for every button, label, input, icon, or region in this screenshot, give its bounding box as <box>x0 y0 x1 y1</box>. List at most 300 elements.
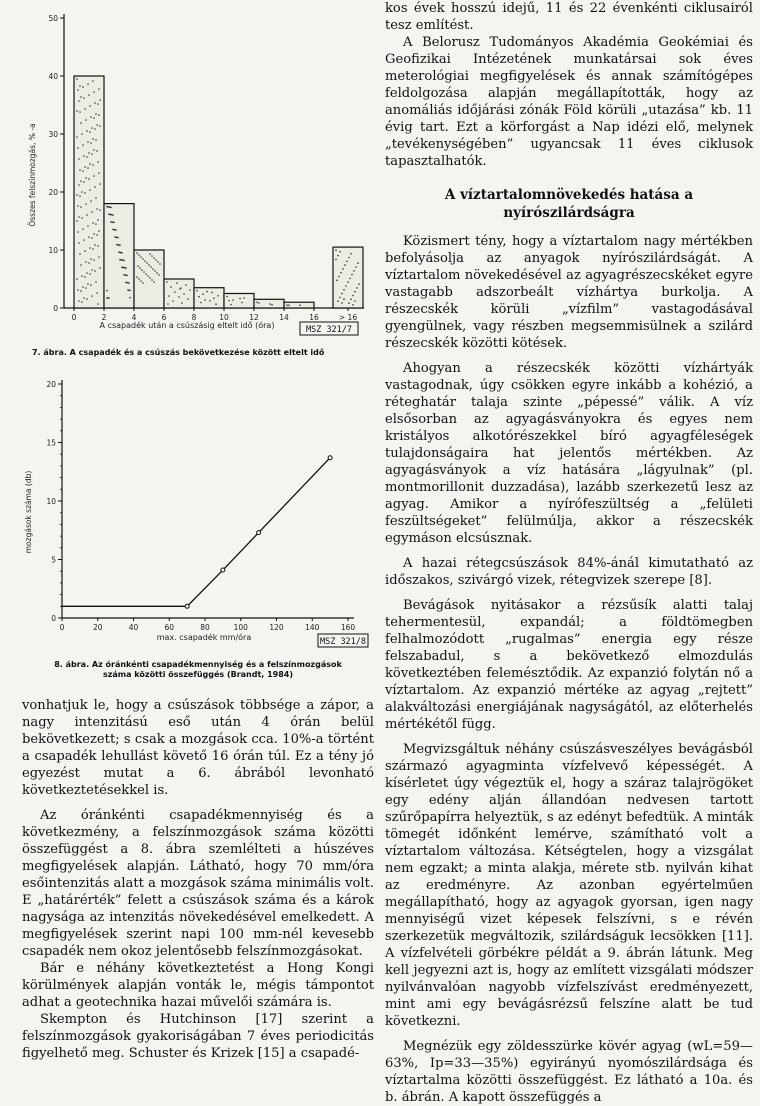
figure-7-bar-stipple <box>99 99 101 101</box>
left-paragraph: Bár e néhány következtetést a Hong Kongi körülmények alapján vonták le, mégis támpontot adhat a geotechnika hazai művelői számára is. <box>22 961 374 1010</box>
figure-7-bar-stipple <box>90 200 92 202</box>
figure-7-bar-stipple <box>349 278 351 280</box>
figure-8-data-point <box>257 531 261 535</box>
figure-7-bar-stipple <box>95 197 97 199</box>
figure-7-bar-stipple <box>153 281 155 283</box>
figure-7-bar-stipple <box>256 302 258 304</box>
figure-7-bar-stipple <box>85 203 87 205</box>
figure-7-bar-stipple <box>97 219 99 221</box>
figure-7-bar-stipple <box>95 223 97 225</box>
figure-7-bar-stipple <box>99 183 101 185</box>
figure-8-y-tick-label: 20 <box>46 380 56 389</box>
figure-7-bar-stipple <box>99 267 101 269</box>
figure-7-bar-stipple <box>80 290 82 292</box>
figure-7-bar-stipple <box>170 286 172 288</box>
figure-7-bar-stipple <box>345 285 347 287</box>
figure-7-bar-stipple <box>84 166 86 168</box>
figure-7-bar-stipple <box>81 191 83 193</box>
figure-7-bar-stipple <box>89 163 91 165</box>
figure-7-bar-stipple <box>83 297 85 299</box>
figure-7-bar-stipple <box>129 290 131 292</box>
figure-7-bar-stipple <box>152 268 154 270</box>
figure-7-bar-stipple <box>176 282 178 284</box>
figure-7-bar-stipple <box>86 272 88 274</box>
figure-7-bar-stipple <box>89 131 91 133</box>
figure-7-bar-stipple <box>338 276 340 278</box>
figure-7-bar-stipple <box>95 139 97 141</box>
figure-7-bar-stipple <box>78 158 80 160</box>
figure-7-bar-stipple <box>89 247 91 249</box>
section-heading: A víztartalomnövekedés hatása a nyírószilárdságra <box>444 187 694 221</box>
figure-7-bar-stipple <box>91 237 93 239</box>
figure-7-bar-stipple <box>79 85 81 87</box>
figure-7-bar-stipple <box>98 256 100 258</box>
figure-8-chart <box>22 372 374 657</box>
figure-7-bar <box>284 302 314 308</box>
figure-7-bar-stipple <box>202 293 204 295</box>
figure-7-bar-stipple <box>358 283 360 285</box>
figure-7-bar-stipple <box>243 297 245 299</box>
figure-7-bar-stipple <box>357 262 359 264</box>
figure-8-y-tick-label: 0 <box>51 614 56 623</box>
figure-8-x-tick-label: 80 <box>200 623 210 632</box>
figure-8-series-line <box>62 458 330 607</box>
figure-7-bar-stipple <box>241 302 243 304</box>
figure-7-bar-stipple <box>341 302 343 304</box>
figure-7-bar-stipple <box>348 257 350 259</box>
figure-7-bar-stipple <box>96 234 98 236</box>
right-top-text <box>385 0 753 170</box>
figure-7-bar-stipple <box>168 295 170 297</box>
figure-7-bar-stipple <box>142 258 144 260</box>
figure-7-bar-stipple <box>76 194 78 196</box>
figure-7-bar-stipple <box>97 303 99 305</box>
figure-8-x-tick-label: 140 <box>305 623 320 632</box>
figure-7-bar-stipple <box>350 253 352 255</box>
figure-8-x-tick-label: 0 <box>59 623 65 632</box>
figure-7-bar-stipple <box>87 83 89 85</box>
right-paragraph: Közismert tény, hogy a víztartalom nagy mértékben befolyásolja az anyagok nyírószilárdságát. A víztartalom növekedésével az agyagrészecskéket egyre vastagabb adszorbeált vízhártya burkolja. A részecskék körüli „vízfilm” vastagodásával gyengülnek, vagy részben megsemmisülnek a szilárd részecskék közötti kötések. <box>385 234 753 351</box>
figure-7-bar-stipple <box>79 111 81 113</box>
figure-7-bar-rect <box>333 247 363 308</box>
figure-7-bar-stipple <box>97 103 99 105</box>
figure-7-bar-stipple <box>174 291 176 293</box>
figure-7-x-tick-label: 0 <box>71 313 77 322</box>
figure-7-bar-stipple <box>89 273 91 275</box>
figure-7-bar <box>333 247 363 308</box>
figure-7-bar-stipple <box>96 124 98 126</box>
figure-8-x-tick-label: 20 <box>92 623 103 632</box>
figure-7-bar-stipple <box>299 304 301 306</box>
figure-8-x-tick-label: 160 <box>340 623 356 632</box>
figure-7-bar-stipple <box>146 262 148 264</box>
figure-7-bar-rect <box>74 76 104 308</box>
figure-8-ylabel: mozgások száma (db) <box>24 470 33 554</box>
figure-7-bar-stipple <box>80 180 82 182</box>
figure-7-bar-stipple <box>94 102 96 104</box>
figure-7-bar-rect <box>254 299 284 308</box>
figure-7-bar-stipple <box>83 181 85 183</box>
figure-7-bar-stipple <box>126 275 128 277</box>
figure-7-x-tick-label: 8 <box>191 313 197 322</box>
figure-7-bar-stipple <box>211 292 213 294</box>
figure-7-bar-stipple <box>206 291 208 293</box>
figure-7-y-tick-label: 10 <box>48 246 58 255</box>
figure-7-bar-stipple <box>90 258 92 260</box>
figure-7-bar-stipple <box>80 96 82 98</box>
figure-7-y-tick-label: 50 <box>48 14 58 23</box>
figure-7-bar-stipple <box>79 195 81 197</box>
figure-7-bar-stipple <box>352 295 354 297</box>
figure-7-bar-stipple <box>157 261 159 263</box>
figure-7-bar-stipple <box>228 300 230 302</box>
figure-7-bar-stipple <box>136 276 138 278</box>
figure-7-bar-stipple <box>148 264 150 266</box>
figure-7-bar-stipple <box>91 127 93 129</box>
figure-7-bar-stipple <box>144 260 146 262</box>
figure-7-bar-stipple <box>154 270 156 272</box>
figure-7-bar-stipple <box>77 289 79 291</box>
figure-8-xlabel: max. csapadék mm/óra <box>156 633 252 642</box>
figure-7-bar-stipple <box>99 209 101 211</box>
figure-7-bar-stipple <box>83 97 85 99</box>
figure-7-bar-stipple <box>343 289 345 291</box>
figure-7-bar-stipple <box>339 297 341 299</box>
left-column <box>22 0 374 1061</box>
figure-7-x-tick-label: 10 <box>219 313 229 322</box>
figure-7-bar-stipple <box>90 116 92 118</box>
figure-8-caption-line-1: 8. ábra. Az óránkénti csapadékmennyiség és a felszínmozgások <box>54 660 342 669</box>
left-paragraph: Az óránkénti csapadékmennyiség és a következmény, a felszínmozgások száma közötti összefüggést a 8. ábra szemlélteti a húszéves megfigyelések alapján. Látható, hogy 70 mm/óra esőintenzitás alatt a mozgások száma minimális volt. E „határérték” felett a csúszások száma és a károk nagysága az intenzitás növekedésével emelkedett. A megfigyelések szerint napi 100 mm-nél kevesebb csapadék nem okoz jelentősebb felszínmozgásokat. <box>22 808 374 959</box>
figure-7-bar-stipple <box>84 192 86 194</box>
figure-7-bar-stipple <box>81 217 83 219</box>
figure-7-bar-stipple <box>336 280 338 282</box>
figure-7-bar-stipple <box>85 261 87 263</box>
left-body-text <box>22 697 374 1062</box>
figure-7-bar-stipple <box>78 100 80 102</box>
figure-7-bar-stipple <box>215 303 217 305</box>
figure-7-bar-stipple <box>346 261 348 263</box>
figure-7-bar-stipple <box>340 272 342 274</box>
figure-7-bar <box>224 294 254 309</box>
figure-7-bar-stipple <box>82 144 84 146</box>
figure-7-bar-stipple <box>140 280 142 282</box>
figure-7-bar-stipple <box>187 298 189 300</box>
figure-7-bar-stipple <box>93 91 95 93</box>
figure-8-y-tick-label: 15 <box>46 438 56 448</box>
right-paragraph: Bevágások nyitásakor a rézsűsík alatti talaj tehermentesül, expandál; a földtömegben felhalmozódott „rugalmas” energia egy része felszabadul, s a bekövetkező elmozdulás következtében felemésztődik. Az expanzió folytán nő a víztartalom. Az expanzió mértéke az agyag „rejtett” alakváltozási energiájának nagyságától, az előterhelés mértékétől függ. <box>385 598 753 732</box>
figure-7-x-tick-label: 16 <box>309 313 319 322</box>
figure-7-bar-stipple <box>78 216 80 218</box>
figure-7-bar-stipple <box>92 80 94 82</box>
figure-7-bar-stipple <box>88 94 90 96</box>
figure-7-bar-stipple <box>139 267 141 269</box>
figure-7-bar-stipple <box>288 304 290 306</box>
figure-7-bar <box>164 279 194 308</box>
figure-7-bar-stipple <box>129 297 131 299</box>
figure-7-bar-stipple <box>83 155 85 157</box>
figure-7-bar <box>74 76 104 308</box>
figure-7-bar-stipple <box>85 177 87 179</box>
figure-7-bar-stipple <box>343 298 345 300</box>
figure-7-y-tick-label: 20 <box>48 188 58 197</box>
figure-7-bar-stipple <box>137 265 139 267</box>
figure-7-bar-stipple <box>121 252 123 254</box>
figure-7-bar-stipple <box>81 133 83 135</box>
figure-7-bar-stipple <box>94 244 96 246</box>
figure-7-bar-stipple <box>80 206 82 208</box>
figure-7-bar-stipple <box>76 220 78 222</box>
figure-7-bar-stipple <box>87 167 89 169</box>
figure-7-bar-stipple <box>88 178 90 180</box>
figure-7-bar-stipple <box>76 78 78 80</box>
figure-7-bar-stipple <box>84 250 86 252</box>
figure-7-bar-stipple <box>209 300 211 302</box>
figure-7-bar-stipple <box>113 222 115 224</box>
figure-7-bar-stipple <box>286 304 288 306</box>
right-paragraph: Megnézük egy zöldesszürke kövér agyag (wL=59—63%, Ip=33—35%) egyirányú nyomószilárdsága és víztartalma közötti összefüggést. Ez látható a 10a. és b. ábrán. A kapott összefüggés a <box>385 1039 753 1105</box>
figure-7-bar-stipple <box>269 303 271 305</box>
figure-7-bar-stipple <box>140 256 142 258</box>
figure-7-bar-stipple <box>347 281 349 283</box>
figure-7-bar-stipple <box>82 170 84 172</box>
figure-7-bar-stipple <box>232 299 234 301</box>
figure-7-bar-stipple <box>217 295 219 297</box>
figure-8-caption <box>22 660 374 680</box>
figure-7-bar-stipple <box>84 276 86 278</box>
figure-7-bar-rect <box>194 288 224 308</box>
figure-8-x-tick-label: 100 <box>233 623 248 632</box>
figure-7-bar-rect <box>104 204 134 308</box>
figure-7-bar-stipple <box>87 141 89 143</box>
figure-7-bar-stipple <box>138 278 140 280</box>
figure-8-data-point <box>221 568 225 572</box>
figure-7-bar-stipple <box>91 269 93 271</box>
figure-7-bar-stipple <box>86 130 88 132</box>
figure-8-x-tick-label: 120 <box>269 623 284 632</box>
figure-7-bar-stipple <box>81 301 83 303</box>
figure-7-bar-stipple <box>93 117 95 119</box>
right-body-text <box>385 233 753 1106</box>
figure-7-bar-stipple <box>337 300 339 302</box>
figure-7-bar-stipple <box>90 284 92 286</box>
figure-7-bar-stipple <box>98 114 100 116</box>
figure-7-x-tick-label: > 16 <box>338 313 358 322</box>
figure-7-bar <box>134 250 164 308</box>
figure-7-xlabel: A csapadék után a csúszásig eltelt idő (óra) <box>99 321 275 330</box>
figure-7-bar-stipple <box>151 279 153 281</box>
figure-7-bar-stipple <box>136 252 138 254</box>
figure-7-bar-stipple <box>83 239 85 241</box>
figure-7-bar-stipple <box>153 257 155 259</box>
figure-7-bar-stipple <box>147 275 149 277</box>
figure-7-bar-stipple <box>97 245 99 247</box>
figure-7-bar-stipple <box>271 304 273 306</box>
figure-7-bar-stipple <box>141 269 143 271</box>
figure-7-bar-stipple <box>79 169 81 171</box>
figure-7-bar-stipple <box>81 275 83 277</box>
figure-7-bar-stipple <box>91 153 93 155</box>
figure-7-y-tick-label: 0 <box>53 304 58 313</box>
figure-7-bar-stipple <box>79 253 81 255</box>
figure-7-x-tick-label: 2 <box>101 313 107 322</box>
figure-7-bar-stipple <box>82 86 84 88</box>
figure-7-bar-stipple <box>87 225 89 227</box>
figure-7-bar-stipple <box>180 287 182 289</box>
figure-7-bar-stipple <box>97 161 99 163</box>
figure-7-bar-stipple <box>342 268 344 270</box>
figure-7-bar-stipple <box>230 304 232 306</box>
figure-8-y-tick-label: 10 <box>46 497 56 506</box>
figure-7-bar-stipple <box>355 266 357 268</box>
figure-8 <box>22 372 374 657</box>
figure-8-data-point <box>185 604 189 608</box>
figure-7-bar-stipple <box>159 263 161 265</box>
figure-7-bar-stipple <box>226 296 228 298</box>
figure-7-bar-stipple <box>196 290 198 292</box>
figure-7-bar-stipple <box>98 172 100 174</box>
figure-7-bar-stipple <box>91 211 93 213</box>
figure-8-y-tick-label: 5 <box>51 555 56 565</box>
figure-7-bar-stipple <box>86 298 88 300</box>
figure-7-bar-stipple <box>98 88 100 90</box>
figure-7-bar-stipple <box>115 229 117 231</box>
figure-8-tag: MSZ 321/8 <box>319 637 367 647</box>
figure-7-bar-stipple <box>85 287 87 289</box>
figure-7-bar-stipple <box>96 150 98 152</box>
figure-7-bar-stipple <box>167 303 169 305</box>
figure-7-bar-stipple <box>354 291 356 293</box>
figure-7-bar-stipple <box>85 119 87 121</box>
figure-7-bar-stipple <box>91 295 93 297</box>
figure-7-bar-stipple <box>93 149 95 151</box>
figure-7-y-tick-label: 40 <box>48 72 58 81</box>
figure-7-bar-stipple <box>149 277 151 279</box>
figure-7-bar-stipple <box>80 264 82 266</box>
figure-7-bar-stipple <box>77 89 79 91</box>
figure-7-bar-stipple <box>98 230 100 232</box>
figure-7-bar-stipple <box>350 299 352 301</box>
figure-7-bar-stipple <box>93 233 95 235</box>
figure-7-bar-stipple <box>84 108 86 110</box>
figure-7-bar-stipple <box>348 302 350 304</box>
figure-7-bar-stipple <box>92 248 94 250</box>
figure-7-bar-stipple <box>92 138 94 140</box>
figure-7-ylabel: Összes felszínmozgás, % -a <box>28 123 37 227</box>
figure-7-bar-stipple <box>110 207 112 209</box>
figure-7-bar-stipple <box>341 293 343 295</box>
figure-7-bar-stipple <box>94 186 96 188</box>
figure-7-bar-stipple <box>145 273 147 275</box>
figure-7-bar-stipple <box>156 272 158 274</box>
figure-7-bar-stipple <box>258 302 260 304</box>
figure-7-bar-stipple <box>80 122 82 124</box>
figure-7-bar-stipple <box>200 302 202 304</box>
figure-7-bar-stipple <box>356 287 358 289</box>
figure-7-bar-stipple <box>94 128 96 130</box>
right-paragraph: Megvizsgáltuk néhány csúszásveszélyes bevágásból származó agyagminta vízfelvevő képességét. A kísérletet úgy végeztük el, hogy a száraz talajrögöket egy edény alján állandóan nedvesen tartott szűrőpapírra helyeztük, s az edényt befedtük. A minták tömegét időnként lemérve, számítható volt a víztartalom változása. Kétségtelen, hogy a vizsgálat nem egzakt; a minta alakja, mérete stb. nyilván kihat az eredményre. Az azonban egyértelműen megállapítható, hogy az agyagok gyorsan, igen nagy mennyiségű vizet képesek felszívni, s e révén szerkezetük megváltozik, szilárdságuk lecsökken [11]. A vízfelvételi görbékre példát a 9. ábrán látunk. Meg kell jegyezni azt is, hogy az említett vizsgálati módszer nyilvánvalóan nagyobb vízfelszívást eredményezett, mint ami egy bevágásrézsű felszíne alatt be tud következni. <box>385 742 753 1029</box>
figure-7-bar-stipple <box>142 282 144 284</box>
figure-7-bar-stipple <box>117 237 119 239</box>
figure-7-bar-stipple <box>89 189 91 191</box>
figure-7-bar-stipple <box>88 152 90 154</box>
figure-7-bar-stipple <box>86 214 88 216</box>
figure-7-bar-stipple <box>155 259 157 261</box>
figure-7-bar-stipple <box>86 156 88 158</box>
figure-7-bar-stipple <box>125 267 127 269</box>
figure-8-x-tick-label: 60 <box>164 623 175 632</box>
figure-7-bar-stipple <box>204 299 206 301</box>
figure-7-bar-stipple <box>354 300 356 302</box>
figure-7-bar-stipple <box>112 214 114 216</box>
figure-7-bar <box>104 204 134 308</box>
figure-7 <box>22 0 374 345</box>
figure-7-x-tick-label: 14 <box>279 313 289 322</box>
figure-7-bar-stipple <box>149 253 151 255</box>
figure-7-bar-stipple <box>92 222 94 224</box>
figure-7-bar-stipple <box>88 236 90 238</box>
figure-7-bar-stipple <box>82 286 84 288</box>
figure-7-bar-stipple <box>93 259 95 261</box>
figure-7-bar-stipple <box>76 278 78 280</box>
figure-7-bar-stipple <box>93 175 95 177</box>
figure-7-bar <box>254 299 284 308</box>
figure-7-bar-stipple <box>178 296 180 298</box>
figure-7-bar-stipple <box>189 289 191 291</box>
figure-7-bar-stipple <box>87 283 89 285</box>
figure-7-bar-stipple <box>82 228 84 230</box>
figure-7-bar-stipple <box>213 298 215 300</box>
figure-7-bar-stipple <box>166 281 168 283</box>
figure-7-bar-stipple <box>77 205 79 207</box>
figure-7-bar-stipple <box>92 164 94 166</box>
right-paragraph: Ahogyan a részecskék közötti vízhártyák vastagodnak, úgy csökken egyre inkább a kohézió, a réteghatár talaja szinte „pépessé” válik. A víz elsősorban az agyagásványokra és egyes nem kristályos alkotórészekkel bíró agyagféleségek tulajdonságaira hat jelentős mértékben. Az agyagásványok a víz hatására „lágyulnak” (pl. montmorillonit duzzadása), lazább szerkezetű lesz az agyag. Amikor a nyírófeszültség a „felületi feszültségeket” felülmúlja, akkor a részecskék egymáson elcsúsznak. <box>385 361 753 546</box>
figure-7-bar-stipple <box>353 270 355 272</box>
figure-7-bar-stipple <box>335 259 337 261</box>
figure-7-bar-stipple <box>95 281 97 283</box>
figure-7-bar-stipple <box>77 231 79 233</box>
figure-8-caption-line-2: száma közötti összefüggés (Brandt, 1984) <box>102 670 294 679</box>
figure-7-bar-stipple <box>198 296 200 298</box>
figure-7-x-tick-label: 6 <box>161 313 167 322</box>
figure-7-bar-stipple <box>96 292 98 294</box>
figure-7-bar-stipple <box>150 266 152 268</box>
figure-7-bar-stipple <box>344 264 346 266</box>
figure-7-bar-stipple <box>151 255 153 257</box>
figure-7-bar-stipple <box>96 208 98 210</box>
figure-7-bar-stipple <box>94 270 96 272</box>
figure-7-caption: 7. ábra. A csapadék és a csúszás bekövetkezése között eltelt idő <box>32 348 325 357</box>
figure-7-bar-stipple <box>99 125 101 127</box>
figure-7-bar-stipple <box>78 300 80 302</box>
figure-7-bar-stipple <box>78 184 80 186</box>
figure-7-bar-stipple <box>352 304 354 306</box>
figure-7-x-tick-label: 12 <box>249 313 259 322</box>
figure-7-y-tick-label: 30 <box>48 130 58 139</box>
figure-7-bar-stipple <box>106 290 108 292</box>
figure-8-x-tick-label: 40 <box>128 623 139 632</box>
left-paragraph: Skempton és Hutchinson [17] szerint a felszínmozgások gyakoriságában 7 éves periodicitás figyelhető meg. Schuster és Krizek [15] a csapadé- <box>22 1012 374 1061</box>
figure-7-bar-stipple <box>183 293 185 295</box>
figure-7-bar-stipple <box>335 249 337 251</box>
figure-7-chart <box>22 0 374 345</box>
figure-7-bar-stipple <box>77 147 79 149</box>
figure-7-bar-stipple <box>339 251 341 253</box>
figure-7-bar-stipple <box>108 297 110 299</box>
figure-7-bar-stipple <box>76 110 78 112</box>
figure-7-bar-stipple <box>88 262 90 264</box>
right-paragraph: A hazai rétegcsúszások 84%-ánál kimutatható az időszakos, szivárgó vizek, rétegvizek szerepe [8]. <box>385 556 753 588</box>
